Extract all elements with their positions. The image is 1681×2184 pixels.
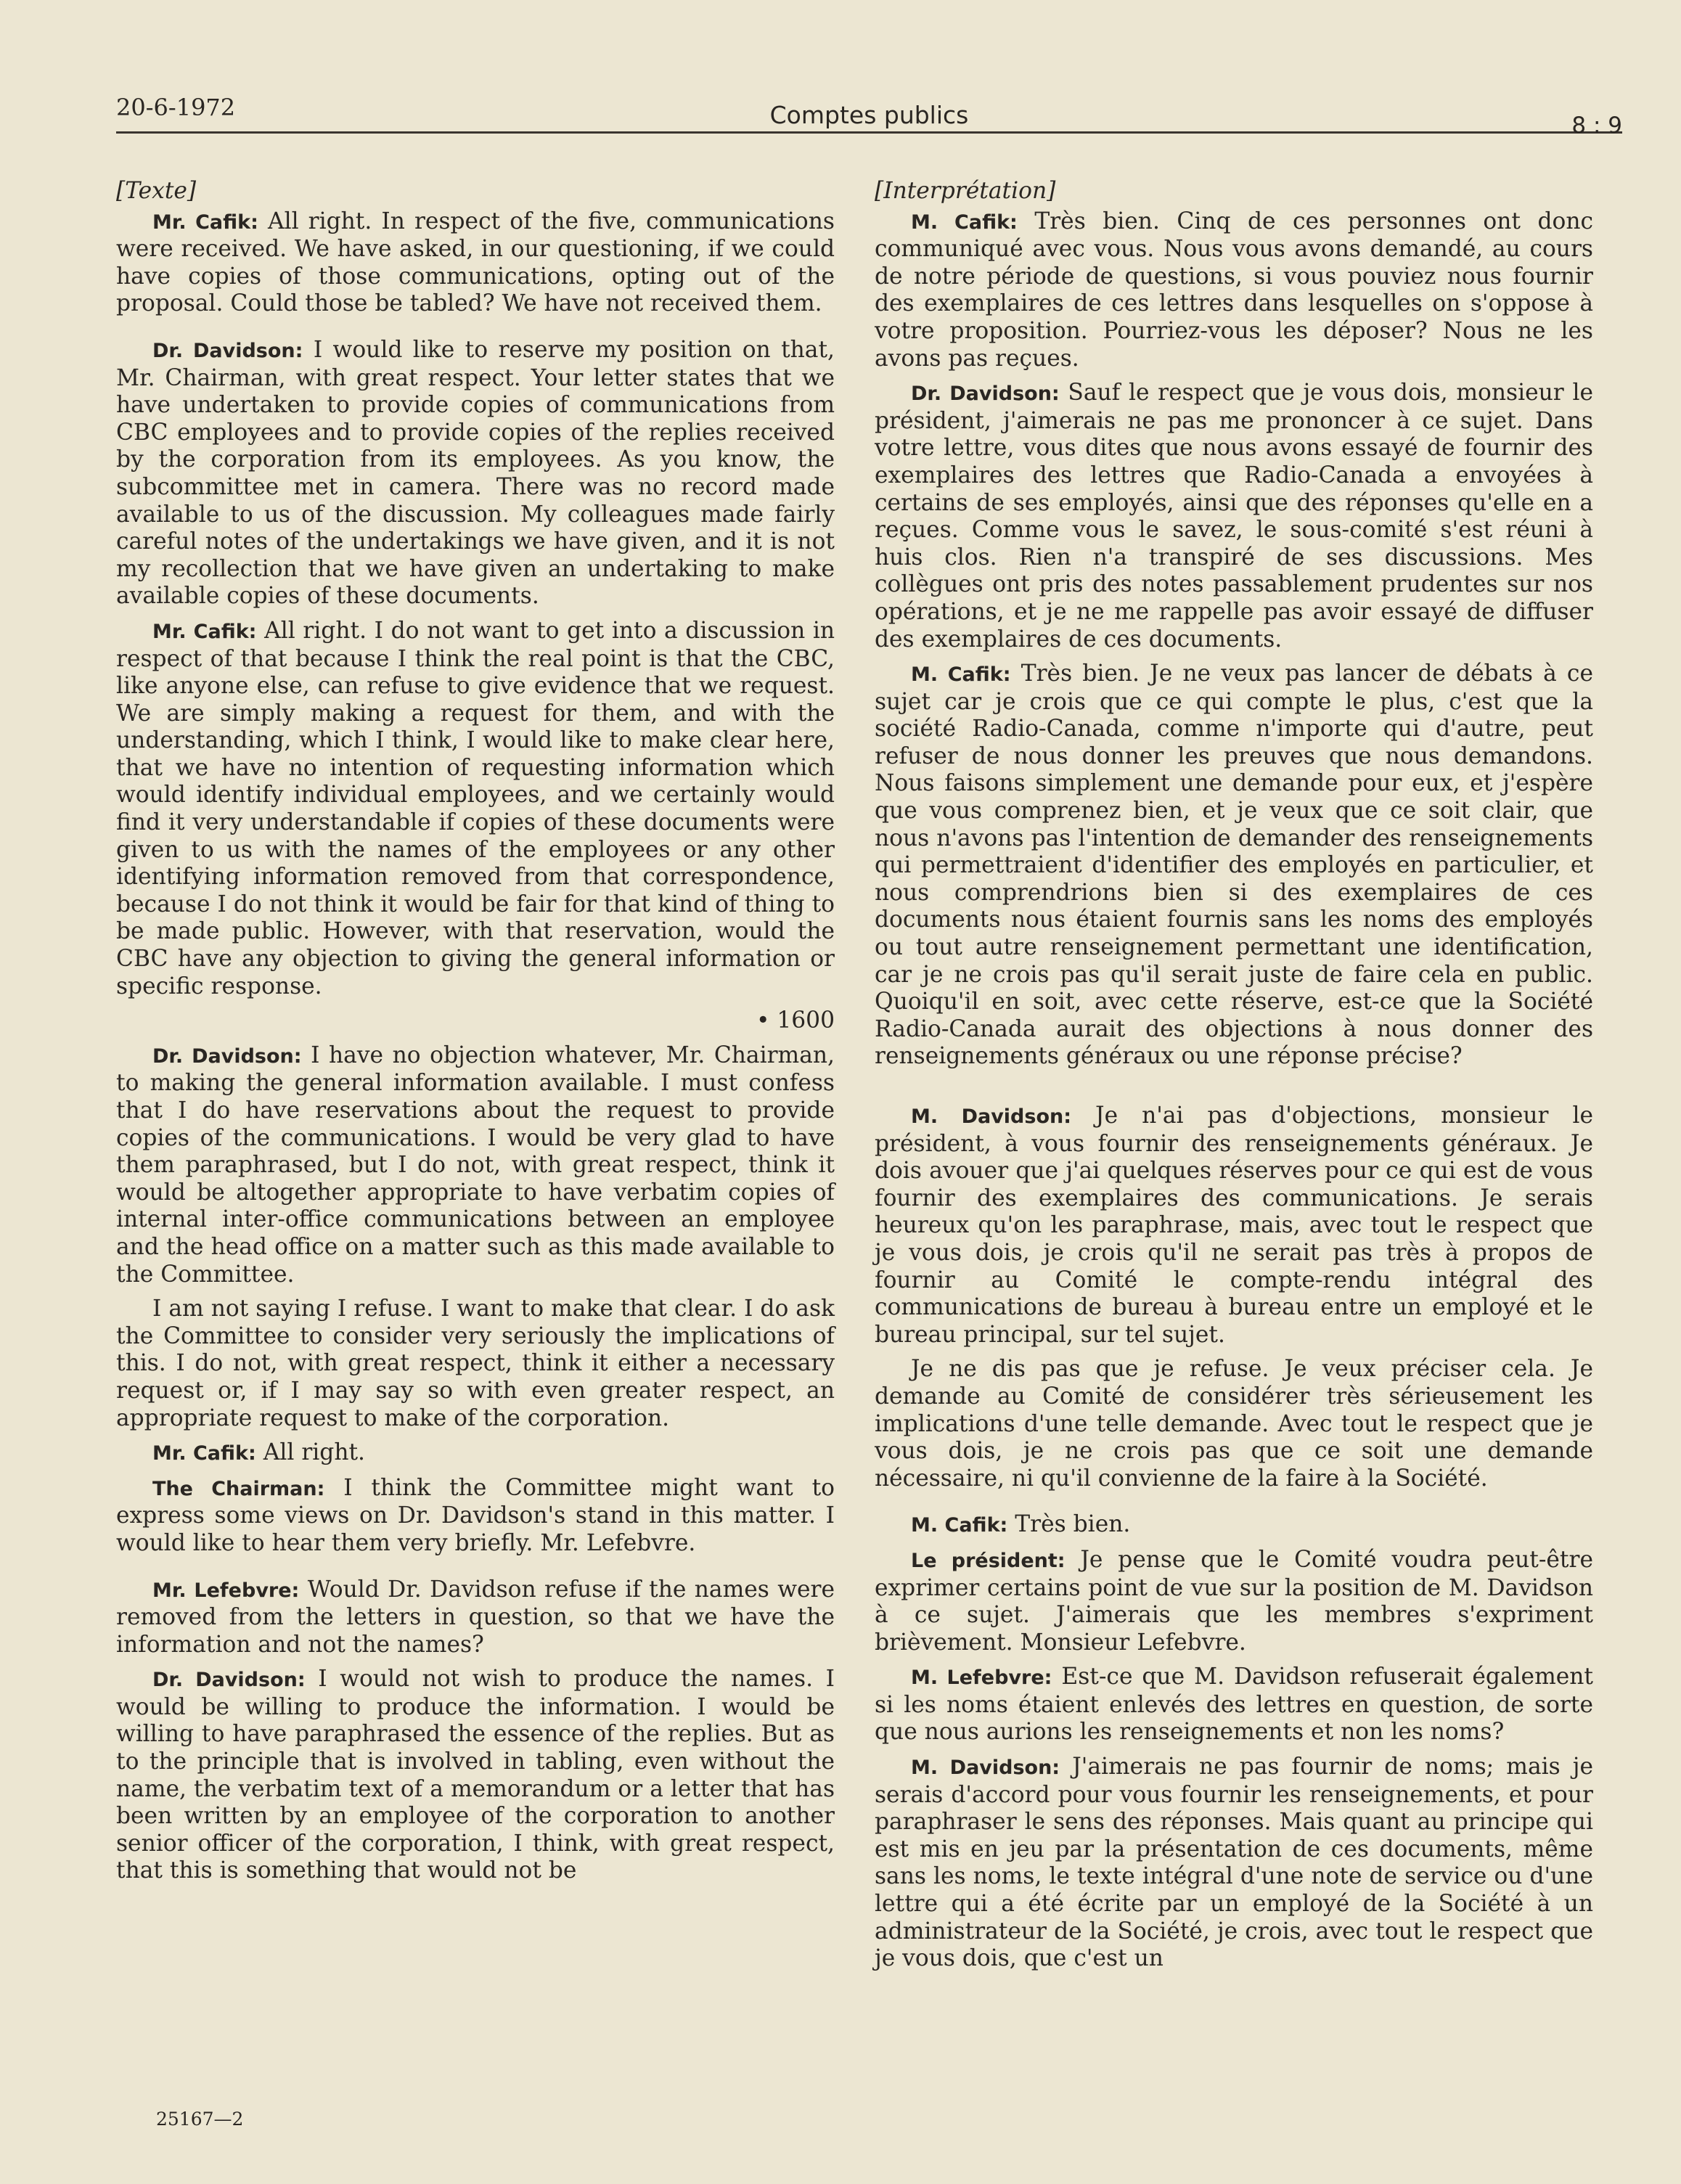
paragraph: I am not saying I refuse. I want to make that clear. I do ask the Committee to consider very seriously the implications of this. I do not, with great respect, think it either a necessary request or, if I may say so with even greater respect, an appropriate request to make of the corporation. — [116, 1296, 835, 1431]
speaker-name: M. Davidson: — [911, 1756, 1060, 1780]
footer-code: 25167—2 — [156, 2109, 244, 2130]
paragraph — [116, 1666, 835, 1885]
paragraph — [875, 208, 1593, 373]
speaker-name: Mr. Cafik: — [152, 210, 258, 234]
speaker-name: Mr. Cafik: — [152, 620, 257, 643]
paragraph — [875, 660, 1593, 1071]
paragraph: Je ne dis pas que je refuse. Je veux préciser cela. Je demande au Comité de considérer très sérieusement les implications d'une telle demande. Avec tout le respect que je vous dois, je ne crois pas que ce soit une demande nécessaire, ni qu'il convienne de la faire à la Société. — [875, 1356, 1593, 1492]
page-header — [116, 91, 1622, 139]
header-page-number: 8 : 9 — [1571, 113, 1622, 139]
paragraph — [875, 1664, 1593, 1746]
speech-text: All right. In respect of the five, communications were received. We have asked, in our questioning, if we could have copies of those communications, opting out of the proposal. Could those be tabled? We have not received them. — [116, 208, 835, 317]
speech-text: Très bien. Je ne veux pas lancer de débats à ce sujet car je crois que ce qui compte le plus, c'est que la société Radio-Canada, comme n'importe qui d'autre, peut refuser de nous donner les preuves que nous demandons. Nous faisons simplement une demande pour eux, et j'espère que vous comprenez bien, et je veux que ce soit clair, que nous n'avons pas l'intention de demander des renseignements qui permettraient d'identifier des employés en particulier, et nous comprendrions bien si des exemplaires de ces documents nous étaient fournis sans les noms des employés ou tout autre renseignement permettant une identification, car je ne crois pas qu'il serait juste de faire cela en public. Quoiqu'il en soit, avec cette réserve, est-ce que la Société Radio-Canada aurait des objections à nous donner des renseignements généraux ou une réponse précise? — [875, 660, 1593, 1070]
paragraph — [875, 1511, 1593, 1539]
speech-text: I have no objection whatever, Mr. Chairman, to making the general information available. I must confess that I do have reservations about the request to provide copies of the communications. I would be very glad to have them paraphrased, but I do not, with great respect, think it would be altogether appropriate to have verbatim copies of internal inter-office communications between an employee and the head office on a matter such as this made available to the Committee. — [116, 1042, 835, 1288]
speech-text: Est-ce que M. Davidson refuserait également si les noms étaient enlevés des lettres en question, de sorte que nous aurions les renseignements et non les noms? — [875, 1664, 1594, 1746]
paragraph — [116, 1439, 835, 1468]
speech-text: Très bien. Cinq de ces personnes ont donc communiqué avec vous. Nous vous avons demandé, au cours de notre période de questions, si vous pouviez nous fournir des exemplaires de ces lettres dans lesquelles on s'oppose à votre proposition. Pourriez-vous les déposer? Nous ne les avons pas reçues. — [875, 208, 1594, 372]
paragraph — [116, 618, 835, 1000]
paragraph — [875, 1103, 1593, 1349]
speaker-name: Le président: — [911, 1549, 1066, 1572]
paragraph — [116, 208, 835, 318]
speaker-name: M. Cafik: — [911, 1514, 1008, 1537]
speaker-name: Dr. Davidson: — [152, 1669, 306, 1692]
speaker-name: Mr. Lefebvre: — [152, 1579, 300, 1602]
paragraph — [116, 1042, 835, 1288]
paragraph — [875, 1547, 1593, 1656]
paragraph — [116, 1475, 835, 1558]
speaker-name: Dr. Davidson: — [152, 339, 303, 362]
paragraph — [875, 380, 1593, 653]
speaker-name: Dr. Davidson: — [152, 1044, 302, 1068]
speaker-name: M. Cafik: — [911, 210, 1018, 234]
speech-text: I would like to reserve my position on that, Mr. Chairman, with great respect. Your letter states that we have undertaken to provide copies of communications from CBC employees and to provide copies of the replies received by the corporation from its employees. As you know, the subcommittee met in camera. There was no record made available to us of the discussion. My colleagues made fairly careful notes of the undertakings we have given, and it is not my recollection that we have given an undertaking to make available copies of these documents. — [116, 336, 835, 610]
speaker-name: The Chairman: — [152, 1477, 325, 1500]
speech-text: J'aimerais ne pas fournir de noms; mais je serais d'accord pour vous fournir les renseignements, et pour paraphraser le sens des réponses. Mais quant au principe qui est mis en jeu par la présentation de ces documents, même sans les noms, le texte intégral d'une note de service ou d'une lettre qui a été écrite par un employé de la Société à un administrateur de la Société, je crois, avec tout le respect que je vous dois, que c'est un — [875, 1754, 1593, 1972]
language-label: [Interprétation] — [875, 178, 1056, 204]
time-marker: • 1600 — [756, 1007, 835, 1034]
paragraph — [116, 337, 835, 610]
header-title: Comptes publics — [769, 101, 969, 129]
speaker-name: Mr. Cafik: — [152, 1442, 256, 1465]
speech-text: I think the Committee might want to express some views on Dr. Davidson's stand in this matter. I would like to hear them very briefly. Mr. Lefebvre. — [116, 1474, 835, 1556]
speech-text: Would Dr. Davidson refuse if the names were removed from the letters in question, so that we have the information and not the names? — [116, 1576, 835, 1658]
speech-text: Je n'ai pas d'objections, monsieur le président, à vous fournir des renseignements généraux. Je dois avouer que j'ai quelques réserves pour ce qui est de vous fournir des exemplaires des communications. Je serais heureux qu'on les paraphrase, mais, avec tout le respect que je vous dois, je crois qu'il ne serait pas très à propos de fournir au Comité le compte-rendu intégral des communications de bureau à bureau entre un employé et le bureau principal, sur tel sujet. — [875, 1103, 1594, 1348]
french-column — [875, 178, 1593, 1980]
speech-text: Je pense que le Comité voudra peut-être exprimer certains point de vue sur la position de M. Davidson à ce sujet. J'aimerais que les membres s'expriment brièvement. Monsieur Lefebvre. — [875, 1546, 1593, 1656]
english-column — [116, 178, 835, 1892]
speech-text: All right. — [263, 1439, 366, 1466]
speech-text: I would not wish to produce the names. I would be willing to produce the information. I would be willing to have paraphrased the essence of the replies. But as to the principle that is involved in tabling, even without the name, the verbatim text of a memorandum or a letter that has been written by an employee of the corporation to another senior officer of the corporation, I think, with great respect, that this is something that would not be — [116, 1666, 835, 1884]
speaker-name: M. Davidson: — [911, 1105, 1072, 1128]
header-date: 20-6-1972 — [116, 94, 236, 121]
speaker-name: M. Lefebvre: — [911, 1666, 1052, 1690]
paragraph — [116, 1576, 835, 1659]
speaker-name: M. Cafik: — [911, 663, 1011, 687]
speech-text: All right. I do not want to get into a discussion in respect of that because I think the real point is that the CBC, like anyone else, can refuse to give evidence that we request. We are simply making a request for them, and with the understanding, which I think, I would like to make clear here, that we have no intention of requesting information which would identify individual employees, and we certainly would find it very understandable if copies of these documents were given to us with the names of the employees or any other identifying information removed from that correspondence, because I do not think it would be fair for that kind of thing to be made public. However, with that reservation, would the CBC have any objection to giving the general information or specific response. — [116, 617, 835, 999]
speech-text: Sauf le respect que je vous dois, monsieur le président, j'aimerais ne pas me prononcer à ce sujet. Dans votre lettre, vous dites que nous avons essayé de fournir des exemplaires des lettres que Radio-Canada a envoyées à certains de ses employés, ainsi que des réponses qu'elle en a reçues. Comme vous le savez, le sous-comité s'est réuni à huis clos. Rien n'a transpiré de ses discussions. Mes collègues ont pris des notes passablement prudentes sur nos opérations, et je ne me rappelle pas avoir essayé de diffuser des exemplaires de ces documents. — [875, 380, 1593, 653]
speaker-name: Dr. Davidson: — [911, 383, 1060, 406]
paragraph — [875, 1754, 1593, 1973]
speech-text: Très bien. — [1015, 1511, 1131, 1538]
language-label: [Texte] — [116, 178, 197, 204]
